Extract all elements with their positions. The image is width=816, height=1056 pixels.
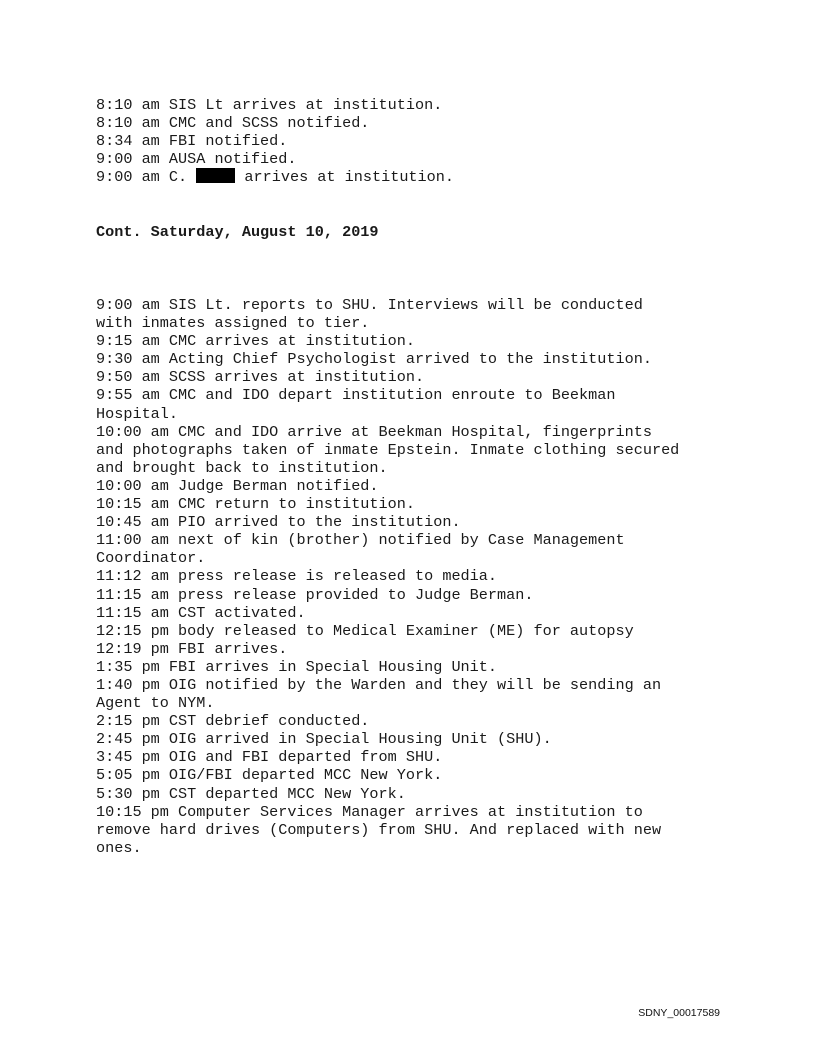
entry-suffix: arrives at institution. — [235, 168, 455, 187]
entry-prefix: 9:00 am C. — [96, 168, 197, 187]
timeline-entry-redacted — [96, 168, 736, 186]
section-heading: Cont. Saturday, August 10, 2019 — [96, 223, 379, 241]
timeline-entry: 12:15 pm body released to Medical Examiner (ME) for autopsy — [96, 621, 634, 640]
timeline-entry: 9:50 am SCSS arrives at institution. — [96, 368, 425, 387]
timeline-entry: 5:05 pm OIG/FBI departed MCC New York. — [96, 766, 443, 785]
bates-number: SDNY_00017589 — [638, 1007, 720, 1019]
timeline-entry: 2:15 pm CST debrief conducted. — [96, 712, 370, 731]
redaction-box — [196, 168, 235, 183]
timeline-entry: 1:35 pm FBI arrives in Special Housing Unit. — [96, 657, 498, 676]
timeline-entry: 10:45 am PIO arrived to the institution. — [96, 513, 461, 532]
timeline-entry: 10:00 am CMC and IDO arrive at Beekman Hospital, fingerprints and photographs taken of inmate Epstein. Inmate clothing secured and brought back to institution. — [96, 422, 680, 477]
timeline-entry: 9:15 am CMC arrives at institution. — [96, 332, 415, 351]
timeline-entry: 8:10 am SIS Lt arrives at institution. — [96, 96, 443, 114]
timeline-entry: 8:34 am FBI notified. — [96, 132, 288, 151]
main-entries — [96, 296, 736, 857]
timeline-entry: 9:55 am CMC and IDO depart institution enroute to Beekman Hospital. — [96, 386, 616, 423]
timeline-entry: 9:00 am SIS Lt. reports to SHU. Interviews will be conducted with inmates assigned to tier. — [96, 296, 643, 333]
timeline-entry: 12:19 pm FBI arrives. — [96, 639, 288, 658]
timeline-entry: 11:00 am next of kin (brother) notified by Case Management Coordinator. — [96, 531, 625, 568]
timeline-entry: 9:00 am AUSA notified. — [96, 150, 297, 169]
timeline-entry: 9:30 am Acting Chief Psychologist arrived to the institution. — [96, 350, 652, 369]
timeline-entry: 3:45 pm OIG and FBI departed from SHU. — [96, 748, 443, 767]
timeline-entry: 5:30 pm CST departed MCC New York. — [96, 784, 406, 803]
timeline-entry: 8:10 am CMC and SCSS notified. — [96, 114, 370, 133]
top-entries — [96, 96, 736, 186]
timeline-entry: 2:45 pm OIG arrived in Special Housing Unit (SHU). — [96, 730, 552, 749]
timeline-entry: 10:00 am Judge Berman notified. — [96, 476, 379, 495]
timeline-entry: 11:15 am press release provided to Judge Berman. — [96, 585, 534, 604]
timeline-entry: 10:15 am CMC return to institution. — [96, 495, 415, 514]
timeline-entry: 11:15 am CST activated. — [96, 603, 306, 622]
timeline-entry: 10:15 pm Computer Services Manager arrives at institution to remove hard drives (Computers) from SHU. And replaced with new ones. — [96, 802, 662, 857]
timeline-entry: 11:12 am press release is released to media. — [96, 567, 498, 586]
timeline-entry: 1:40 pm OIG notified by the Warden and they will be sending an Agent to NYM. — [96, 675, 662, 713]
